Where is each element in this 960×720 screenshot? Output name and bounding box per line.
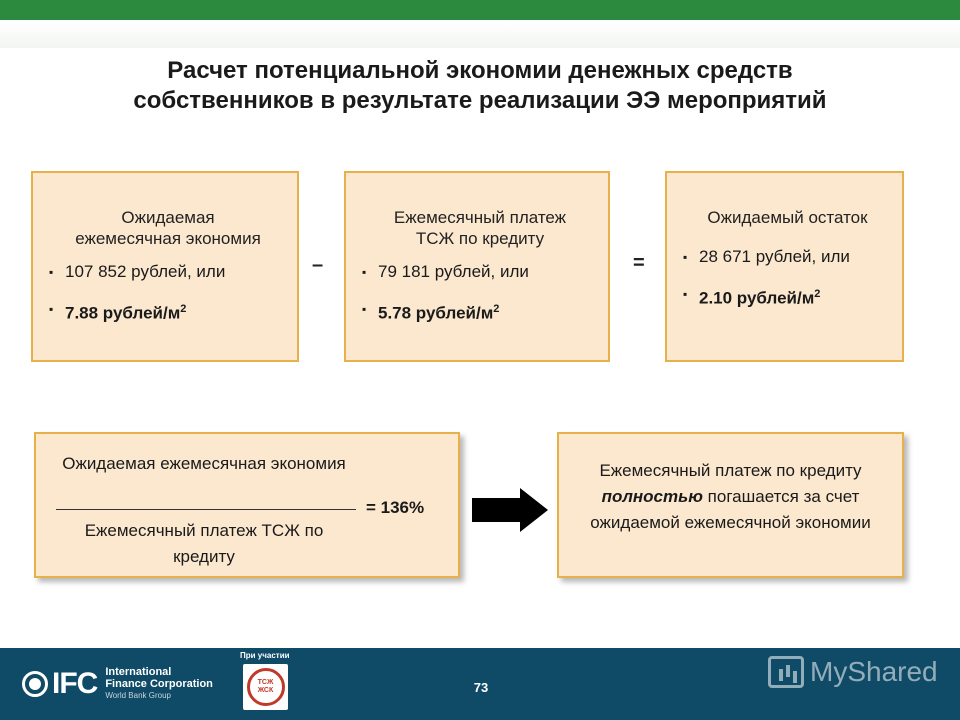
right-arrow-icon [472,488,548,532]
bullet-text: 28 671 рублей, или [699,247,850,266]
ifc-wordmark: IFC [52,667,98,700]
heading-line: ежемесячная экономия [75,229,261,248]
box-heading [681,207,894,228]
conclusion-text: погашается за счет ожидаемой ежемесячной экономии [590,487,871,532]
heading-line: Ожидаемая [121,208,215,227]
slide-title [40,56,920,116]
bullet-list [681,246,894,310]
bullet-item [681,283,894,310]
bullet-item [360,298,600,325]
bullet-item [47,261,289,283]
page-number: 73 [473,680,489,695]
bullet-item [360,261,600,283]
bullet-text: 2.10 рублей/м [699,288,815,308]
ifc-name-line: World Bank Group [105,691,171,700]
conclusion-emphasis: полностью [601,487,703,506]
partner-logo [243,664,288,710]
bullet-list [360,261,600,325]
partner-label: При участии [240,651,290,660]
ifc-full-name [105,666,213,702]
ratio-result: = 136% [366,498,425,517]
superscript: 2 [180,303,187,315]
ifc-logo [22,666,213,702]
top-green-bar [0,0,960,20]
bullet-text: 7.88 рублей/м [65,303,181,323]
loan-payment-box [344,171,610,362]
bullet-item [47,298,289,325]
bullet-item [681,246,894,268]
fraction-line [56,509,356,510]
bullet-text: 5.78 рублей/м [378,303,494,323]
ifc-name-line: International [105,666,172,678]
bullet-text: 79 181 рублей, или [378,262,529,281]
heading-line: Ежемесячный платеж [393,208,567,227]
heading-line: Ожидаемый остаток [707,208,868,227]
conclusion-text: Ежемесячный платеж по кредиту [599,461,862,480]
superscript: 2 [493,303,500,315]
title-line-2: собственников в результате реализации ЭЭ мероприятий [133,87,827,114]
superscript: 2 [814,288,821,300]
watermark-text: MyShared [810,656,938,687]
conclusion-box [557,432,904,578]
box-heading [360,207,600,249]
equals-operator: = [633,252,645,274]
fraction-numerator: Ожидаемая ежемесячная экономия [62,454,346,473]
partner-seal-icon: ТСЖ ЖСК [247,668,285,706]
presentation-icon [768,656,804,688]
top-stripe [0,20,960,48]
fraction-denominator: Ежемесячный платеж ТСЖ по кредиту [84,521,324,566]
ifc-name-line: Finance Corporation [105,678,213,690]
box-heading [47,207,289,249]
heading-line: ТСЖ по кредиту [415,229,545,248]
ratio-box [34,432,460,578]
bullet-text: 107 852 рублей, или [65,262,226,281]
globe-icon [22,671,48,697]
bullet-list [47,261,289,325]
watermark [768,656,938,688]
title-line-1: Расчет потенциальной экономии денежных средств [167,57,793,84]
expected-remainder-box [665,171,904,362]
expected-savings-box [31,171,299,362]
minus-operator: – [312,254,324,276]
